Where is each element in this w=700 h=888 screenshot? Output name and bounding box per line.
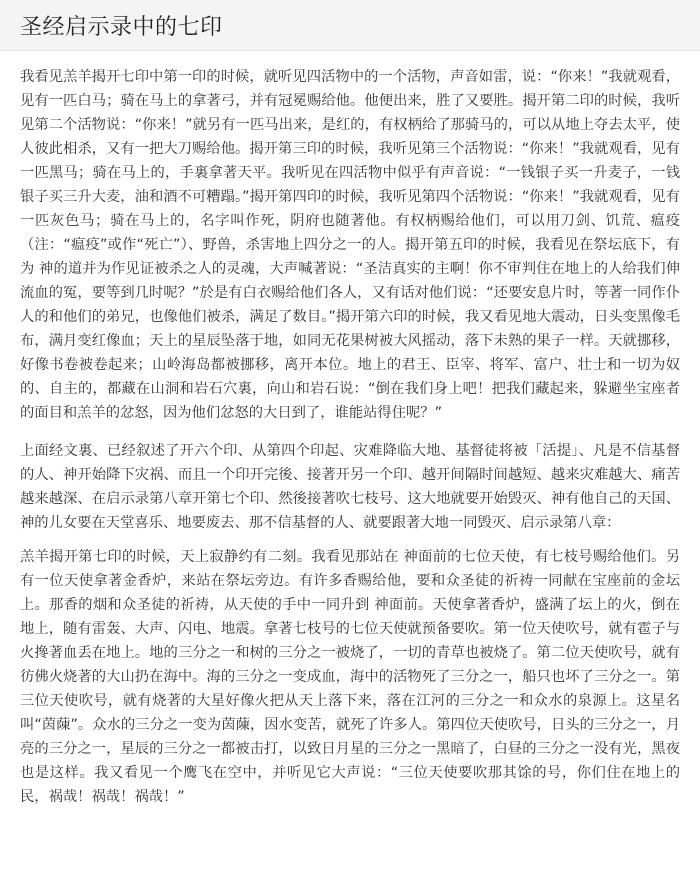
article-paragraph-1: 我看见羔羊揭开七印中第一印的时候，就听见四活物中的一个活物，声音如雷，说：“你来！”我就观看，见有一匹白马；骑在马上的拿著弓，并有冠冕赐给他。他便出来，胜了又要胜。揭开第二印的时候，我听见第二个活物说：“你来！”就另有一匹马出来，是红的，有权柄给了那骑马的，可以从地上夺去太平，使人彼此相杀，又有一把大刀赐给他。揭开第三印的时候，我听见第三个活物说：“你来！”我就观看，见有一匹黑马；骑在马上的，手裏拿著天平。我听见在四活物中似乎有声音说：“一钱银子买一升麦子，一钱银子买三升大麦，油和酒不可糟蹋。”揭开第四印的时候，我听见第四个活物说：“你来！”我就观看，见有一匹灰色马；骑在马上的，名字叫作死，阴府也随著他。有权柄赐给他们，可以用刀剑、饥荒、瘟疫（注：“瘟疫”或作“死亡”）、野兽，杀害地上四分之一的人。揭开第五印的时候，我看见在祭坛底下，有为 神的道并为作见证被杀之人的灵魂，大声喊著说：“圣洁真实的主啊！你不审判住在地上的人给我们伸流血的冤，要等到几时呢？”於是有白衣赐给他们各人，又有话对他们说：“还要安息片时，等著一同作仆人的和他们的弟兄，也像他们被杀，满足了数目。”揭开第六印的时候，我又看见地大震动，日头变黑像毛布，满月变红像血；天上的星辰坠落于地，如同无花果树被大风摇动，落下未熟的果子一样。天就挪移，好像书卷被卷起来；山岭海岛都被挪移，离开本位。地上的君王、臣宰、将军、富户、壮士和一切为奴的、自主的，都藏在山洞和岩石穴裏，向山和岩石说：“倒在我们身上吧！把我们藏起来，躲避坐宝座者的面目和羔羊的忿怒，因为他们忿怒的大日到了，谁能站得住呢？”	[20, 69, 680, 421]
page-title: 圣经启示录中的七印	[20, 14, 223, 40]
page-header	[0, 0, 700, 51]
article-paragraph-2: 上面经文裏、已经叙述了开六个印、从第四个印起、灾难降临大地、基督徒将被「活提」、凡是不信基督的人、神开始降下灾祸、而且一个印开完後、接著开另一个印、越开间隔时间越短、越来灾难越大、痛苦越来越深、在启示录第八章开第七个印、然後接著吹七枝号、这大地就要开始毁灭、神有他自己的天国、神的儿女要在天堂喜乐、地要废去、那不信基督的人、就要跟著大地一同毁灭、启示录第八章：	[20, 443, 680, 531]
article-paragraph-3: 羔羊揭开第七印的时候，天上寂静约有二刻。我看见那站在 神面前的七位天使，有七枝号赐给他们。另有一位天使拿著金香炉，来站在祭坛旁边。有许多香赐给他，要和众圣徒的祈祷一同献在宝座前的金坛上。那香的烟和众圣徒的祈祷，从天使的手中一同升到 神面前。天使拿著香炉，盛满了坛上的火，倒在地上，随有雷轰、大声、闪电、地震。拿著七枝号的七位天使就预备要吹。第一位天使吹号，就有雹子与火搀著血丢在地上。地的三分之一和树的三分之一被烧了，一切的青草也被烧了。第二位天使吹号，就有彷佛火烧著的大山扔在海中。海的三分之一变成血，海中的活物死了三分之一，船只也坏了三分之一。第三位天使吹号，就有烧著的大星好像火把从天上落下来，落在江河的三分之一和众水的泉源上。这星名叫“茵蔯”。众水的三分之一变为茵蔯，因水变苦，就死了许多人。第四位天使吹号，日头的三分之一，月亮的三分之一，星辰的三分之一都被击打，以致日月星的三分之一黑暗了，白昼的三分之一没有光，黑夜也是这样。我又看见一个鹰飞在空中，并听见它大声说：“三位天使要吹那其馀的号，你们住在地上的民，祸哉！祸哉！祸哉！”	[20, 549, 680, 805]
article-body	[0, 51, 700, 809]
